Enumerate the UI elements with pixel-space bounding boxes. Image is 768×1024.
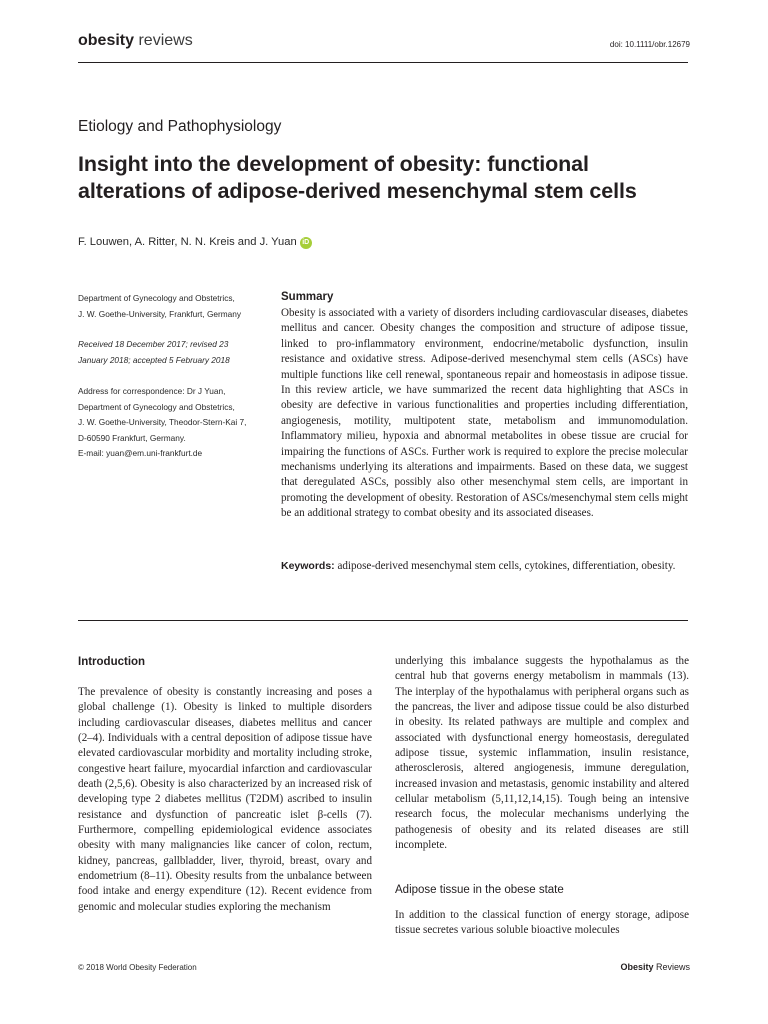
header-rule: [78, 62, 688, 63]
orcid-icon[interactable]: iD: [300, 237, 312, 249]
dates-line: Received 18 December 2017; revised 23: [78, 339, 229, 349]
adipose-text: In addition to the classical function of energy storage, adipose tissue secretes various soluble bioactive molecules: [395, 909, 689, 937]
correspondence-email[interactable]: E-mail: yuan@em.uni-frankfurt.de: [78, 448, 203, 458]
correspondence-line: J. W. Goethe-University, Theodor-Stern-Kai 7,: [78, 417, 247, 427]
section-rule: [78, 620, 688, 621]
keywords-label: Keywords:: [281, 560, 335, 572]
authors: [78, 236, 312, 249]
footer-journal-rest: Reviews: [653, 962, 690, 972]
keywords: [281, 559, 688, 574]
correspondence-line: D-60590 Frankfurt, Germany.: [78, 432, 186, 443]
affiliation-line: J. W. Goethe-University, Frankfurt, Germany: [78, 308, 242, 319]
correspondence: [78, 384, 273, 462]
journal-name-rest: reviews: [134, 32, 193, 49]
author-list: F. Louwen, A. Ritter, N. N. Kreis and J. Yuan: [78, 236, 297, 248]
summary-heading: Summary: [281, 291, 334, 303]
introduction-text-continued: underlying this imbalance suggests the hypothalamus as the central hub that governs energy metabolism in mammals (13). The interplay of the hypothalamus with peripheral organs such as the pancreas, the liver and adipose tissue could be also disturbed in obesity. Its related pathways are multiple and complex and associated with dysfunctional energy homeostasis, deregulated adipose tissue, systemic inflammation, insulin resistance, atherosclerosis, altered angiogenesis, immune deregulation, increased invasion and metastasis, genomic instability and altered cellular metabolism (5,11,12,14,15). Tough being an intensive research focus, the molecular mechanisms underlying the pathogenesis of obesity and its related diseases are still incomplete.: [395, 655, 689, 852]
section-label: Etiology and Pathophysiology: [78, 118, 282, 135]
introduction-text: The prevalence of obesity is constantly increasing and poses a global challenge (1). Obesity is linked to multiple disorders including cardiovascular diseases, diabetes mellitus and cancer (2–4). Individuals with a central deposition of adipose tissue have elevated cardiovascular morbidity and mortality including stroke, congestive heart failure, myocardial infarction and cardiovascular death (2,5,6). Obesity is also characterized by an increased risk of developing type 2 diabetes mellitus (T2DM) ascribed to insulin resistance and dysfunction of pancreatic islet β-cells (7). Furthermore, compelling epidemiological evidence associates obesity with many malignancies like cancer of colon, rectum, kidney, pancreas, gallbladder, liver, thyroid, breast, ovary and endometrium (8–11). Obesity results from the unbalance between food intake and energy expenditure (12). Recent evidence from genomic and molecular studies exploring the mechanism: [78, 686, 372, 913]
affiliation: [78, 291, 273, 322]
correspondence-line: Address for correspondence: Dr J Yuan,: [78, 386, 226, 396]
journal-name: [78, 32, 193, 50]
article-dates: [78, 337, 273, 368]
doi: doi: 10.1111/obr.12679: [609, 40, 690, 49]
article-title: Insight into the development of obesity: functional alterations of adipose-derived mesenchymal stem cells: [78, 152, 637, 203]
affiliation-line: Department of Gynecology and Obstetrics,: [78, 293, 235, 303]
copyright: © 2018 World Obesity Federation: [78, 963, 197, 972]
keywords-list: adipose-derived mesenchymal stem cells, cytokines, differentiation, obesity.: [334, 560, 676, 572]
footer-journal-bold: Obesity: [620, 962, 654, 972]
footer-journal: [620, 962, 690, 972]
dates-line: January 2018; accepted 5 February 2018: [78, 354, 230, 365]
introduction-heading: Introduction: [78, 656, 146, 668]
adipose-heading: Adipose tissue in the obese state: [395, 884, 564, 896]
journal-name-bold: obesity: [78, 32, 135, 49]
summary-text: Obesity is associated with a variety of disorders including cardiovascular diseases, diabetes mellitus and cancer. Obesity changes the composition and structure of adipose tissue, linked to pro-inflammatory environment, endocrine/metabolic dysfunction, insulin resistance and oxidative stress. Adipose-derived mesenchymal stem cells (ASCs) have multiple functions like cell renewal, spontaneous repair and homeostasis in adipose tissue. In this review article, we have summarized the recent data highlighting that ASCs in obesity are defective in various functionalities and properties including differentiation, angiogenesis, motility, multipotent state, metabolism and immunomodulation. Inflammatory milieu, hypoxia and abnormal metabolites in obese tissue are crucial for impairing the functions of ASCs. Further work is required to explore the precise molecular mechanisms underlying its alterations and impairments. Based on these data, we suggest that deregulated ASCs, possibly also other mesenchymal stem cells, are important in promoting the development of obesity. Restoration of ASCs/mesenchymal stem cells might be an additional strategy to combat obesity and its associated diseases.: [281, 307, 688, 520]
correspondence-line: Department of Gynecology and Obstetrics,: [78, 401, 235, 412]
